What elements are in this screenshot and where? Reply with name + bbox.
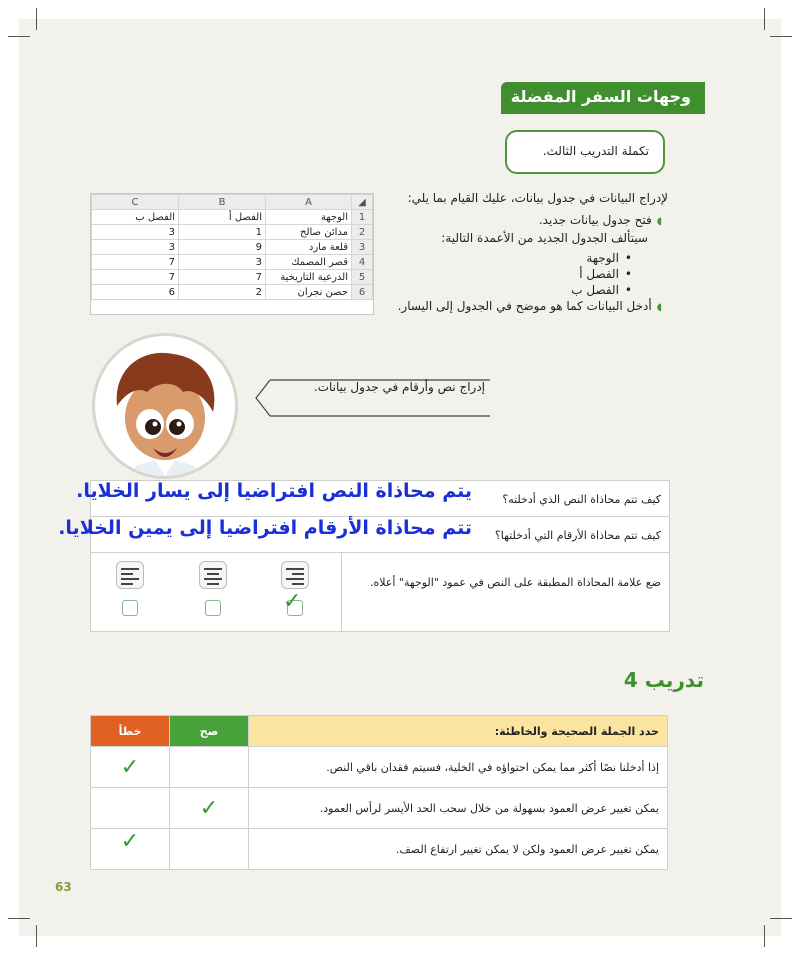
cell-value: 3 [92,240,179,255]
align-left-icon[interactable] [116,561,144,589]
handwritten-answer-1: يتم محاذاة النص افتراضيا إلى يسار الخلايا. [76,480,472,502]
col-letter-a: A [266,195,352,210]
section-title: وجهات السفر المفضلة [501,82,705,114]
cell-text: الدرعية التاريخية [266,270,352,285]
align-center-icon[interactable] [199,561,227,589]
exercise-title: تدريب 4 [623,668,704,692]
row-number: 3 [352,240,373,255]
crop-mark [764,925,765,947]
row-number: 4 [352,255,373,270]
true-mark[interactable] [170,829,249,870]
statement-text: إذا أدخلنا نصًا أكثر مما يمكن احتواؤه في الخلية، فسيتم فقدان باقي النص. [249,747,668,788]
row-number: 5 [352,270,373,285]
question-text: كيف تتم محاذاة الأرقام التي أدخلتها؟ [494,529,661,542]
cell-value: 1 [179,225,266,240]
col-item-text: الوجهة [586,251,619,265]
align-left-checkbox[interactable] [122,600,138,616]
true-false-table [90,715,668,870]
row-number: 1 [352,210,373,225]
statement-text: يمكن تغيير عرض العمود ولكن لا يمكن تغيير ارتفاع الصف. [249,829,668,870]
crop-mark [36,925,37,947]
cell-header: الوجهة [266,210,352,225]
col-item-text: الفصل أ [579,267,619,281]
instructions [368,190,668,316]
col-letter-b: B [179,195,266,210]
cell-text: قصر المصمك [266,255,352,270]
crop-mark [770,918,792,919]
page-number: 63 [55,880,72,894]
cell-header: الفصل أ [179,210,266,225]
cell-value: 7 [92,270,179,285]
question-row [91,553,669,631]
cell-text: مدائن صالح [266,225,352,240]
header-false: خطأ [91,716,170,747]
header-question: حدد الجملة الصحيحة والخاطئة: [249,716,668,747]
column-divider [341,553,342,631]
step-1-text: فتح جدول بيانات جديد. [538,213,652,227]
false-mark[interactable]: ✓ [91,747,170,788]
handwritten-answer-2: تتم محاذاة الأرقام افتراضيا إلى يمين الخلايا. [58,517,472,539]
cell-value: 2 [179,285,266,300]
true-mark[interactable]: ✓ [170,788,249,829]
cell-value: 3 [179,255,266,270]
col-item [368,250,668,266]
col-item [368,266,668,282]
crop-mark [770,36,792,37]
false-mark[interactable]: ✓ [91,829,170,870]
cell-text: حصن نجران [266,285,352,300]
col-item [368,282,668,298]
boy-illustration [95,336,235,476]
header-true: صح [170,716,249,747]
continuation-note: تكملة التدريب الثالث. [505,130,665,174]
step-2-text: أدخل البيانات كما هو موضح في الجدول إلى اليسار. [397,299,652,313]
cell-header: الفصل ب [92,210,179,225]
step-1-sub: سيتألف الجدول الجديد من الأعمدة التالية: [441,231,648,245]
align-center-checkbox[interactable] [205,600,221,616]
cell-value: 3 [92,225,179,240]
character-avatar [92,333,238,479]
question-text: ضع علامة المحاذاة المطبقة على النص في عمود "الوجهة" أعلاه. [369,576,661,589]
question-text: كيف تتم محاذاة النص الذي أدخلته؟ [502,493,661,506]
row-number: 2 [352,225,373,240]
table-row [91,788,668,829]
col-letter-c: C [92,195,179,210]
crop-mark [8,918,30,919]
row-number: 6 [352,285,373,300]
false-mark[interactable] [91,788,170,829]
cell-value: 7 [92,255,179,270]
crop-mark [8,36,30,37]
table-row [91,747,668,788]
table-row [91,829,668,870]
spreadsheet-preview [90,193,374,315]
cell-value: 6 [92,285,179,300]
step-2 [368,298,668,316]
true-mark[interactable] [170,747,249,788]
col-item-text: الفصل ب [571,283,619,297]
crop-mark [764,8,765,30]
question-table [90,480,670,632]
crop-mark [36,8,37,30]
cell-value: 7 [179,270,266,285]
statement-text: يمكن تغيير عرض العمود بسهولة من خلال سحب الحد الأيسر لرأس العمود. [249,788,668,829]
check-mark-icon: ✓ [283,589,302,614]
corner-cell: ◢ [352,195,373,210]
align-right-icon[interactable] [281,561,309,589]
speech-bubble-text: إدراج نص وأرقام في جدول بيانات. [313,380,485,394]
cell-value: 9 [179,240,266,255]
step-1 [368,212,668,230]
intro-text: لإدراج البيانات في جدول بيانات، عليك القيام بما يلي: [407,191,668,205]
cell-text: قلعة مارد [266,240,352,255]
